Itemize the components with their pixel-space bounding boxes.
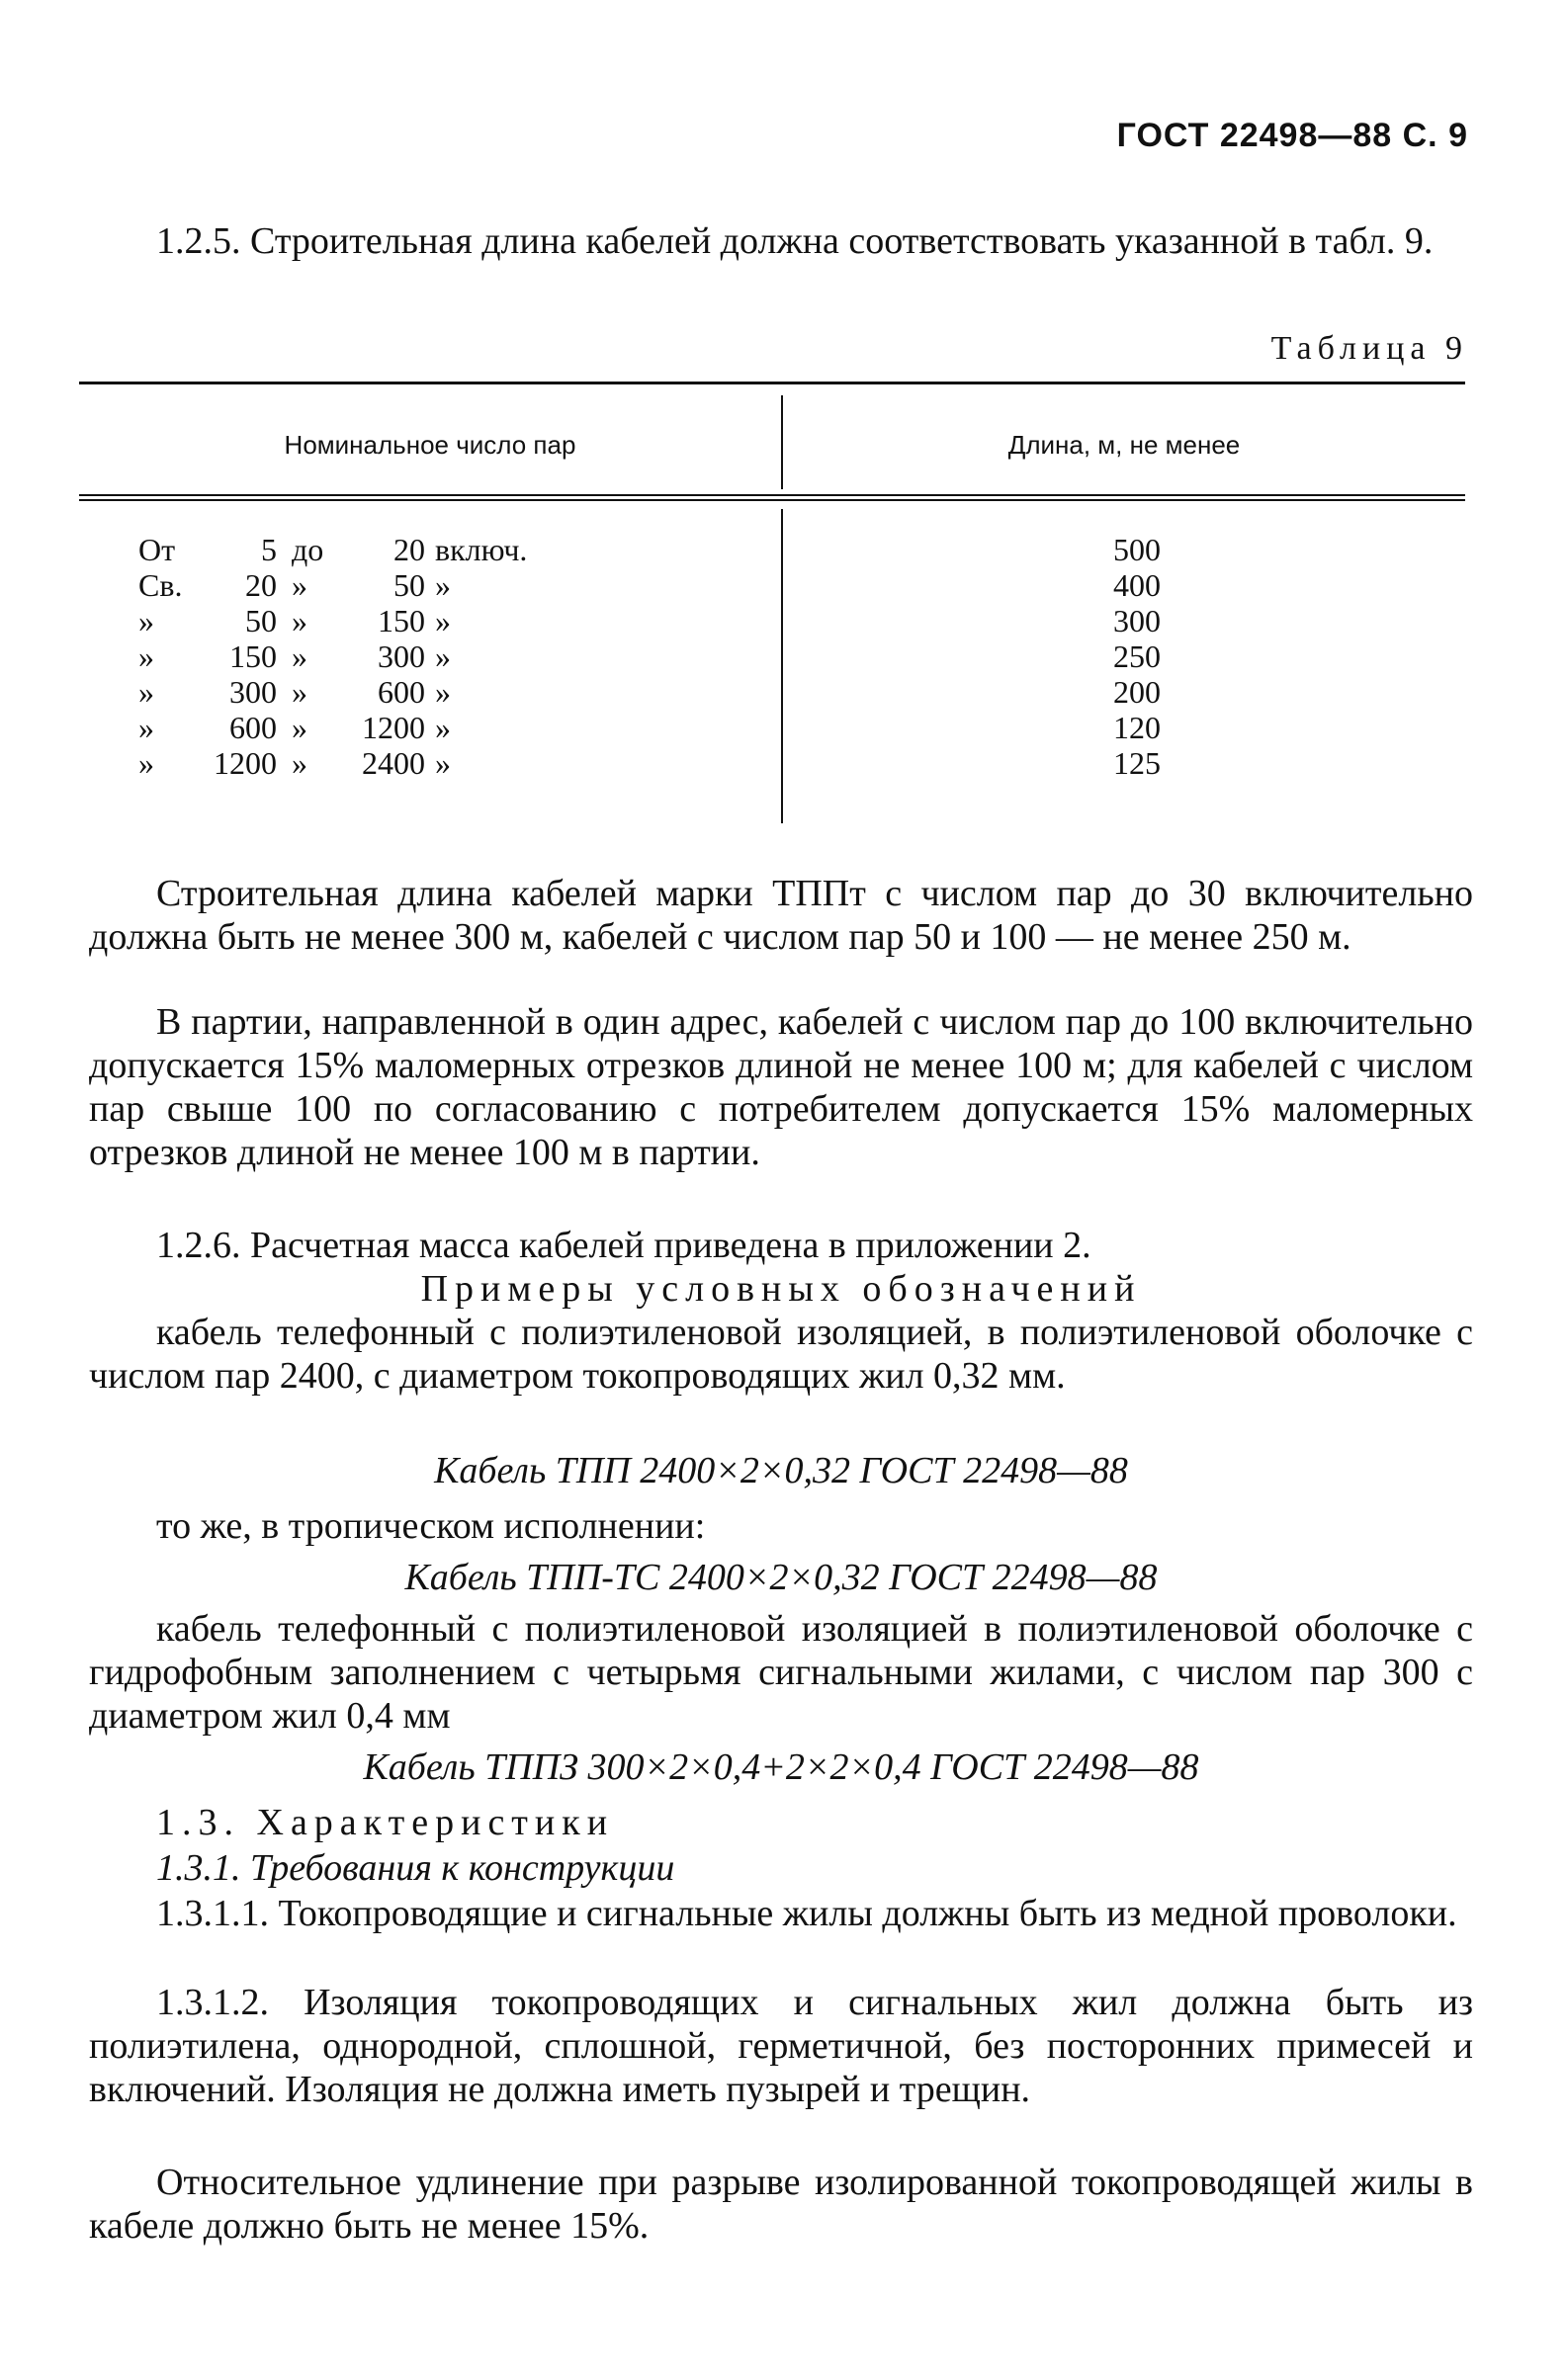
table-caption: Таблица 9 bbox=[1270, 330, 1468, 367]
table-header-rule bbox=[79, 494, 1465, 496]
table-cell-to: 600 bbox=[378, 674, 425, 710]
paragraph-batch: В партии, направленной в один адрес, кабелей с числом пар до 100 включительно допускается 15% маломерных отрезков длиной не менее 100 м; для кабелей с числом пар свыше 100 по согласованию с потребителем допускается 15% маломерных отрезков длиной не менее 100 м в партии. bbox=[89, 1001, 1473, 1173]
table-row-pairs bbox=[138, 638, 593, 674]
paragraph-tppt-length: Строительная длина кабелей марки ТППт с числом пар до 30 включительно должна быть не менее 300 м, кабелей с числом пар 50 и 100 — не менее 250 м. bbox=[89, 873, 1473, 958]
table-cell-sep: » bbox=[292, 674, 307, 710]
table-cell-sep: до bbox=[292, 532, 324, 567]
example-3-designation: Кабель ТППЗ 300×2×0,4+2×2×0,4 ГОСТ 22498—88 bbox=[363, 1746, 1199, 1788]
table-cell-sep: » bbox=[292, 567, 307, 603]
table-cell-length: 300 bbox=[1113, 603, 1161, 638]
table-cell-from: 50 bbox=[245, 603, 277, 638]
table-cell-suffix: » bbox=[435, 567, 451, 603]
section-1-3-1-heading: 1.3.1. Требования к конструкции bbox=[156, 1847, 675, 1889]
table-cell-length: 250 bbox=[1113, 638, 1161, 674]
table-cell-to: 20 bbox=[393, 532, 425, 567]
paragraph-1-2-5: 1.2.5. Строительная длина кабелей должна соответствовать указанной в табл. 9. bbox=[156, 220, 1434, 262]
table-cell-prefix: От bbox=[138, 532, 176, 567]
page-header: ГОСТ 22498—88 С. 9 bbox=[1116, 117, 1468, 154]
example-1-description: кабель телефонный с полиэтиленовой изоляцией, в полиэтиленовой оболочке с числом пар 2400, с диаметром токопроводящих жил 0,32 мм. bbox=[89, 1312, 1473, 1397]
table-cell-prefix: » bbox=[138, 603, 154, 638]
table-row-pairs bbox=[138, 567, 593, 603]
table-cell-from: 300 bbox=[229, 674, 277, 710]
table-cell-suffix: включ. bbox=[435, 532, 528, 567]
table-body-divider bbox=[781, 509, 783, 823]
table-cell-prefix: Св. bbox=[138, 567, 183, 603]
table-cell-sep: » bbox=[292, 710, 307, 745]
paragraph-1-3-1-1: 1.3.1.1. Токопроводящие и сигнальные жилы должны быть из медной проволоки. bbox=[156, 1893, 1457, 1934]
table-cell-to: 1200 bbox=[362, 710, 425, 745]
example-1-designation: Кабель ТПП 2400×2×0,32 ГОСТ 22498—88 bbox=[434, 1450, 1128, 1491]
example-3-description: кабель телефонный с полиэтиленовой изоляцией в полиэтиленовой оболочке с гидрофобным заполнением с четырьмя сигнальными жилами, с числом пар 300 с диаметром жил 0,4 мм bbox=[89, 1608, 1473, 1737]
table-cell-length: 500 bbox=[1113, 532, 1161, 567]
table-cell-suffix: » bbox=[435, 710, 451, 745]
table-header-rule-2 bbox=[79, 499, 1465, 501]
table-cell-from: 5 bbox=[261, 532, 277, 567]
example-2-designation: Кабель ТПП-ТС 2400×2×0,32 ГОСТ 22498—88 bbox=[404, 1557, 1158, 1598]
table-cell-prefix: » bbox=[138, 745, 154, 781]
table-cell-prefix: » bbox=[138, 710, 154, 745]
table-cell-suffix: » bbox=[435, 745, 451, 781]
table-cell-length: 125 bbox=[1113, 745, 1161, 781]
table-cell-to: 150 bbox=[378, 603, 425, 638]
table-row-pairs bbox=[138, 532, 593, 567]
table-cell-from: 150 bbox=[229, 638, 277, 674]
table-cell-suffix: » bbox=[435, 603, 451, 638]
table-row-pairs bbox=[138, 745, 593, 781]
table-cell-to: 300 bbox=[378, 638, 425, 674]
paragraph-1-2-6: 1.2.6. Расчетная масса кабелей приведена в приложении 2. bbox=[156, 1225, 1091, 1266]
table-cell-to: 2400 bbox=[362, 745, 425, 781]
table-cell-from: 20 bbox=[245, 567, 277, 603]
paragraph-elongation: Относительное удлинение при разрыве изолированной токопроводящей жилы в кабеле должно быть не менее 15%. bbox=[89, 2162, 1473, 2247]
table-cell-from: 600 bbox=[229, 710, 277, 745]
table-col1-header: Номинальное число пар bbox=[284, 430, 576, 460]
table-row-pairs bbox=[138, 603, 593, 638]
table-cell-length: 200 bbox=[1113, 674, 1161, 710]
table-row-pairs bbox=[138, 674, 593, 710]
table-col2-header: Длина, м, не менее bbox=[1007, 430, 1241, 460]
table-cell-suffix: » bbox=[435, 638, 451, 674]
table-cell-prefix: » bbox=[138, 638, 154, 674]
table-top-rule bbox=[79, 382, 1465, 384]
examples-title: Примеры условных обозначений bbox=[420, 1268, 1142, 1310]
table-cell-sep: » bbox=[292, 745, 307, 781]
example-2-description: то же, в тропическом исполнении: bbox=[156, 1505, 706, 1547]
table-cell-sep: » bbox=[292, 638, 307, 674]
section-1-3-heading: 1.3. Характеристики bbox=[156, 1802, 615, 1843]
table-cell-sep: » bbox=[292, 603, 307, 638]
table-cell-to: 50 bbox=[393, 567, 425, 603]
paragraph-1-3-1-2: 1.3.1.2. Изоляция токопроводящих и сигнальных жил должна быть из полиэтилена, однородной, сплошной, герметичной, без посторонних примесей и включений. Изоляция не должна иметь пузырей и трещин. bbox=[89, 1982, 1473, 2110]
table-cell-suffix: » bbox=[435, 674, 451, 710]
table-row-pairs bbox=[138, 710, 593, 745]
table-cell-from: 1200 bbox=[214, 745, 277, 781]
table-cell-length: 400 bbox=[1113, 567, 1161, 603]
table-cell-length: 120 bbox=[1113, 710, 1161, 745]
table-cell-prefix: » bbox=[138, 674, 154, 710]
